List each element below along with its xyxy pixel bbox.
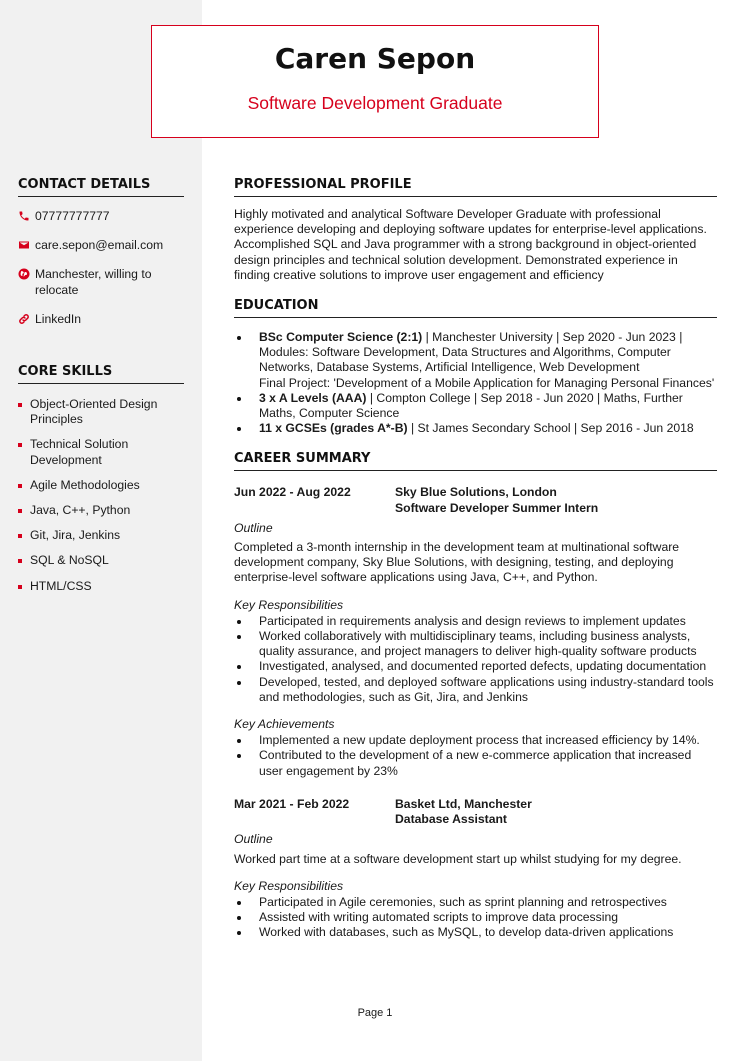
outline-label: Outline — [234, 832, 273, 847]
responsibilities-list — [234, 895, 717, 941]
name-header-box — [151, 25, 599, 138]
job-outline: Completed a 3-month internship in the development team at multinational software development company, Sky Blue Solutions, with designing, testing, and deploying enterprise-level software applications using Java, C++, and Python. — [234, 540, 680, 585]
list-item: Contributed to the development of a new e-commerce application that increased user engagement by 23% — [234, 748, 717, 778]
bullet-square-icon — [18, 553, 30, 568]
education-item — [234, 391, 717, 421]
job-role: Software Developer Summer Intern — [395, 500, 599, 515]
job-company: Sky Blue Solutions, London — [395, 485, 557, 500]
responsibilities-label: Key Responsibilities — [234, 878, 344, 893]
skill-text: Object-Oriented Design Principles — [30, 397, 158, 427]
bullet-square-icon — [18, 478, 30, 493]
job-header — [234, 797, 717, 827]
contact-location-text: Manchester, willing to relocate — [35, 267, 152, 297]
skill-text: Java, C++, Python — [30, 503, 131, 518]
list-item: Investigated, analysed, and documented reported defects, updating documentation — [234, 659, 717, 674]
job-dates: Mar 2021 - Feb 2022 — [234, 796, 350, 811]
job-company: Basket Ltd, Manchester — [395, 796, 532, 811]
list-item: Worked collaboratively with multidisciplinary teams, including business analysts, quality assurance, and project managers to deliver high-quality software products — [234, 629, 717, 659]
contact-linkedin-text[interactable]: LinkedIn — [35, 311, 82, 326]
bullet-square-icon — [18, 437, 30, 467]
skills-list — [18, 397, 184, 594]
skill-item — [18, 397, 184, 427]
skill-text: HTML/CSS — [30, 578, 92, 593]
education-qualification: 3 x A Levels (AAA) — [259, 390, 367, 405]
job-role: Database Assistant — [395, 812, 507, 827]
contact-phone — [18, 209, 184, 224]
contact-list — [18, 209, 184, 327]
responsibilities-label: Key Responsibilities — [234, 597, 344, 612]
skill-item — [18, 528, 184, 543]
phone-icon — [18, 209, 35, 222]
skill-item — [18, 478, 184, 493]
responsibilities-list — [234, 614, 717, 705]
page-number: Page 1 — [357, 1007, 393, 1019]
list-item: Participated in requirements analysis and design reviews to implement updates — [234, 614, 717, 629]
profile-text: Highly motivated and analytical Software Developer Graduate with professional experience developing and deploying software updates for enterprise-level applications. Accomplished SQL and Java programmer with a strong background in object-oriented design principles and technical solution development. Demonstrated experience in finding creative solutions to improve user engagement and efficiency — [234, 207, 707, 282]
skill-item — [18, 437, 184, 467]
education-qualification: BSc Computer Science (2:1) — [259, 330, 423, 345]
education-item — [234, 330, 717, 391]
bullet-square-icon — [18, 579, 30, 594]
link-icon — [18, 312, 35, 325]
skill-text: Agile Methodologies — [30, 477, 140, 492]
bullet-square-icon — [18, 528, 30, 543]
list-item: Worked with databases, such as MySQL, to develop data-driven applications — [234, 925, 717, 940]
list-item: Implemented a new update deployment process that increased efficiency by 14%. — [234, 733, 717, 748]
career-summary-heading: CAREER SUMMARY — [234, 450, 717, 471]
job-company-role — [395, 797, 532, 827]
achievements-label: Key Achievements — [234, 717, 335, 732]
list-item: Assisted with writing automated scripts to improve data processing — [234, 910, 717, 925]
skill-text: SQL & NoSQL — [30, 553, 109, 568]
education-project: Final Project: 'Development of a Mobile Application for Managing Personal Finances' — [259, 375, 715, 390]
skill-text: Git, Jira, Jenkins — [30, 528, 121, 543]
skill-item — [18, 579, 184, 594]
candidate-title: Software Development Graduate — [247, 93, 503, 113]
contact-linkedin[interactable] — [18, 312, 184, 327]
profile-heading: PROFESSIONAL PROFILE — [234, 176, 717, 197]
education-details: | Manchester University | Sep 2020 - Jun 2023 | Modules: Software Development, Data Structures and Algorithms, Computer Networks, Database Systems, Artificial Intelligence, Web Development — [259, 330, 683, 375]
achievements-list — [234, 733, 717, 779]
candidate-name: Caren Sepon — [274, 42, 476, 75]
bullet-square-icon — [18, 397, 30, 427]
envelope-icon — [18, 238, 35, 251]
education-qualification: 11 x GCSEs (grades A*-B) — [259, 421, 408, 436]
job-header — [234, 485, 717, 515]
bullet-square-icon — [18, 503, 30, 518]
education-list — [234, 330, 717, 436]
skill-item — [18, 553, 184, 568]
outline-label: Outline — [234, 520, 273, 535]
contact-location — [18, 267, 184, 297]
education-heading: EDUCATION — [234, 297, 717, 318]
job-company-role — [395, 485, 598, 515]
skill-item — [18, 503, 184, 518]
education-item — [234, 421, 717, 436]
contact-phone-text: 07777777777 — [35, 209, 110, 223]
job-outline: Worked part time at a software development start up whilst studying for my degree. — [234, 851, 682, 866]
job-dates: Jun 2022 - Aug 2022 — [234, 485, 351, 500]
skill-text: Technical Solution Development — [30, 437, 129, 467]
contact-email[interactable] — [18, 238, 184, 253]
list-item: Developed, tested, and deployed software applications using industry-standard tools and methodologies, such as Git, Jira, and Jenkins — [234, 675, 717, 705]
contact-email-text[interactable]: care.sepon@email.com — [35, 238, 164, 253]
list-item: Participated in Agile ceremonies, such as sprint planning and retrospectives — [234, 895, 717, 910]
contact-details-heading: CONTACT DETAILS — [18, 176, 184, 197]
sidebar-content — [18, 176, 184, 604]
education-details: | Compton College | Sep 2018 - Jun 2020 | Maths, Further Maths, Computer Science — [259, 390, 683, 421]
main-content — [234, 176, 717, 941]
education-details: | St James Secondary School | Sep 2016 - Jun 2018 — [407, 421, 694, 436]
core-skills-heading: CORE SKILLS — [18, 363, 184, 384]
globe-icon — [18, 267, 35, 280]
